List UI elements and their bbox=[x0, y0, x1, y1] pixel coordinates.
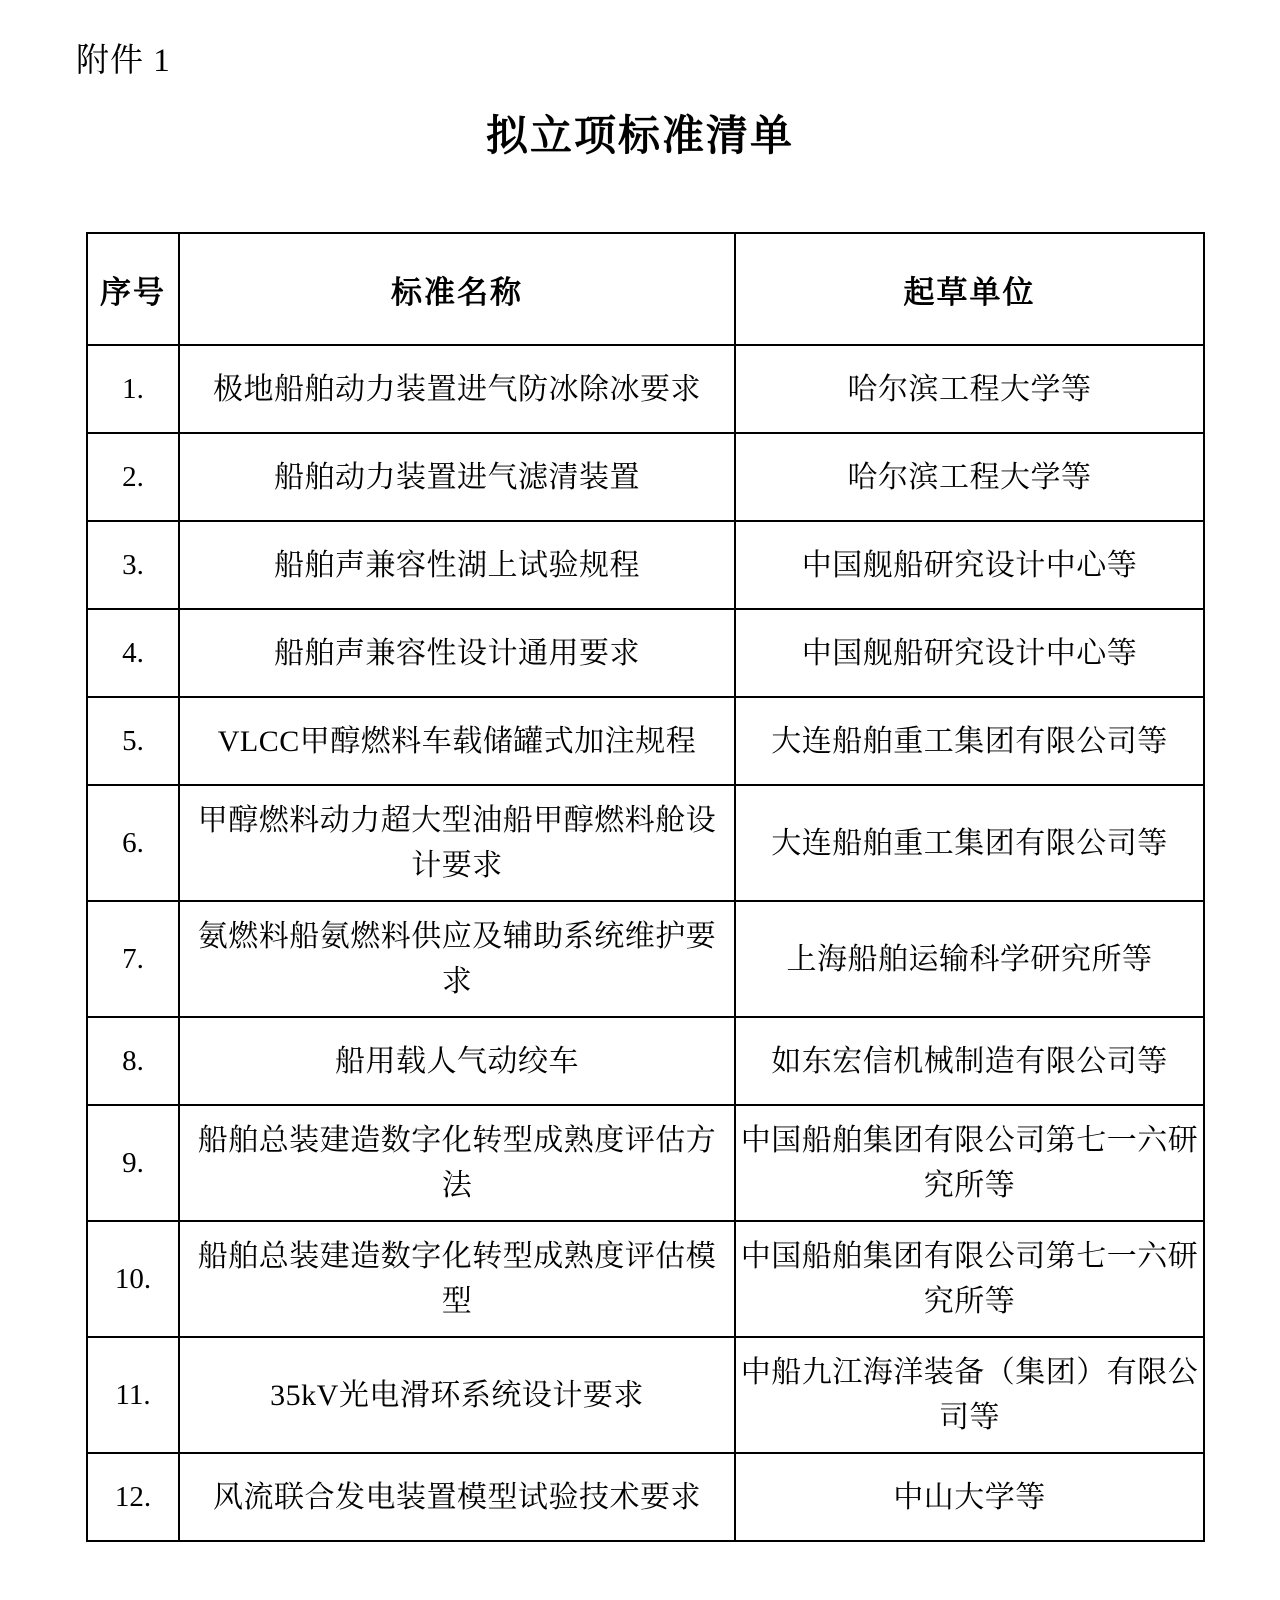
table-row bbox=[87, 1453, 1204, 1541]
cell-no: 7. bbox=[87, 901, 179, 1017]
cell-unit: 如东宏信机械制造有限公司等 bbox=[735, 1017, 1204, 1105]
cell-unit: 中国船舶集团有限公司第七一六研究所等 bbox=[735, 1221, 1204, 1337]
table-header bbox=[87, 233, 1204, 345]
table-body bbox=[87, 345, 1204, 1541]
table-row bbox=[87, 1221, 1204, 1337]
cell-name: 船舶总装建造数字化转型成熟度评估方法 bbox=[179, 1105, 735, 1221]
cell-no: 1. bbox=[87, 345, 179, 433]
table-row bbox=[87, 609, 1204, 697]
cell-no: 6. bbox=[87, 785, 179, 901]
table-row bbox=[87, 697, 1204, 785]
table-row bbox=[87, 1017, 1204, 1105]
cell-unit: 哈尔滨工程大学等 bbox=[735, 345, 1204, 433]
cell-no: 12. bbox=[87, 1453, 179, 1541]
cell-name: 船舶总装建造数字化转型成熟度评估模型 bbox=[179, 1221, 735, 1337]
cell-no: 4. bbox=[87, 609, 179, 697]
cell-name: 船舶声兼容性设计通用要求 bbox=[179, 609, 735, 697]
col-header-no: 序号 bbox=[87, 233, 179, 345]
table-row bbox=[87, 1337, 1204, 1453]
cell-unit: 哈尔滨工程大学等 bbox=[735, 433, 1204, 521]
cell-no: 3. bbox=[87, 521, 179, 609]
cell-name: 船舶动力装置进气滤清装置 bbox=[179, 433, 735, 521]
cell-name: 氨燃料船氨燃料供应及辅助系统维护要求 bbox=[179, 901, 735, 1017]
cell-name: 船用载人气动绞车 bbox=[179, 1017, 735, 1105]
cell-unit: 中船九江海洋装备（集团）有限公司等 bbox=[735, 1337, 1204, 1453]
cell-name: 船舶声兼容性湖上试验规程 bbox=[179, 521, 735, 609]
cell-no: 2. bbox=[87, 433, 179, 521]
cell-name: 风流联合发电装置模型试验技术要求 bbox=[179, 1453, 735, 1541]
cell-unit: 上海船舶运输科学研究所等 bbox=[735, 901, 1204, 1017]
page-title: 拟立项标准清单 bbox=[485, 112, 794, 159]
col-header-unit: 起草单位 bbox=[735, 233, 1204, 345]
cell-no: 9. bbox=[87, 1105, 179, 1221]
table-row bbox=[87, 901, 1204, 1017]
cell-unit: 中国船舶集团有限公司第七一六研究所等 bbox=[735, 1105, 1204, 1221]
cell-unit: 大连船舶重工集团有限公司等 bbox=[735, 697, 1204, 785]
header-row bbox=[87, 233, 1204, 345]
table-row bbox=[87, 1105, 1204, 1221]
attachment-label: 附件 1 bbox=[76, 43, 171, 79]
cell-unit: 中山大学等 bbox=[735, 1453, 1204, 1541]
cell-no: 5. bbox=[87, 697, 179, 785]
cell-no: 11. bbox=[87, 1337, 179, 1453]
cell-name: VLCC甲醇燃料车载储罐式加注规程 bbox=[179, 697, 735, 785]
cell-name: 甲醇燃料动力超大型油船甲醇燃料舱设计要求 bbox=[179, 785, 735, 901]
cell-name: 极地船舶动力装置进气防冰除冰要求 bbox=[179, 345, 735, 433]
table-row bbox=[87, 785, 1204, 901]
cell-unit: 大连船舶重工集团有限公司等 bbox=[735, 785, 1204, 901]
table-row bbox=[87, 521, 1204, 609]
standards-table bbox=[86, 232, 1205, 1542]
cell-name: 35kV光电滑环系统设计要求 bbox=[179, 1337, 735, 1453]
cell-no: 10. bbox=[87, 1221, 179, 1337]
cell-unit: 中国舰船研究设计中心等 bbox=[735, 609, 1204, 697]
cell-no: 8. bbox=[87, 1017, 179, 1105]
col-header-name: 标准名称 bbox=[179, 233, 735, 345]
cell-unit: 中国舰船研究设计中心等 bbox=[735, 521, 1204, 609]
table-row bbox=[87, 345, 1204, 433]
table-row bbox=[87, 433, 1204, 521]
